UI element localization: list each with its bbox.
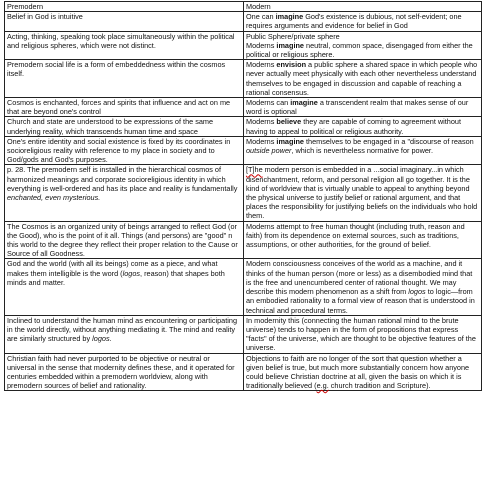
header-row (5, 2, 482, 12)
italic-term: logos (92, 334, 110, 344)
table-row (5, 98, 482, 117)
italic-term: enchanted, even mysterious. (7, 193, 101, 203)
modern-cell: Moderns attempt to free human thought (including truth, reason and faith) from its dependence on external sources, such as traditions, assumptions, or other authorities, for the ground of belief. (244, 221, 482, 259)
underlined-term: [T]he (246, 165, 263, 175)
italic-term: logos (122, 268, 141, 278)
italic-term: outside power (246, 146, 292, 156)
premodern-cell: Church and state are understood to be expressions of the same underlying reality, which transcends human time and space (5, 117, 244, 136)
table-row (5, 259, 482, 315)
comparison-table (4, 1, 482, 391)
modern-cell: Moderns believe they are capable of coming to agreement without having to appeal to political or religious authority. (244, 117, 482, 136)
premodern-cell: One's entire identity and social existence is fixed by its coordinates in socioreligious reality with reference to my place in society and to God/gods and God's purposes. (5, 136, 244, 165)
emphasis-term: imagine (276, 136, 304, 146)
premodern-cell: Premodern social life is a form of embeddedness within the cosmos itself. (5, 60, 244, 98)
modern-cell: One can imagine God's existence is dubious, not self-evident; one requires arguments and evidence for belief in God (244, 12, 482, 31)
modern-cell: Moderns can imagine a transcendent realm that makes sense of our word is optional (244, 98, 482, 117)
table-row (5, 315, 482, 353)
table-row (5, 353, 482, 391)
modern-cell: Objections to faith are no longer of the sort that question whether a given belief is true, but much more substantially concern how anyone could believe Christian doctrine at all, given the basis on which it is traditionally believed (e.g. church tradition and Scripture). (244, 353, 482, 391)
modern-cell: [T]he modern person is embedded in a ...social imaginary...in which disenchantment, reform, and personal religion all go together. It is the kind of worldview that is virtually unable to appeal to anything beyond the physical universe to justify belief or rational argument, and that places the responsibility for justifying beliefs on the individuals who hold them. (244, 165, 482, 221)
emphasis-term: believe (276, 117, 302, 127)
header-premodern: Premodern (5, 2, 244, 12)
emphasis-term: envision (276, 60, 307, 70)
premodern-cell: p. 28. The premodern self is installed in the hierarchical cosmos of harmonized meanings and corporate socioreligious identity in which everything is well-ordered and has its place and reality is fundamentally enchanted, even mysterious. (5, 165, 244, 221)
premodern-cell: Inclined to understand the human mind as encountering or participating in the world directly, without anything mediating it. The mind and reality are similarly structured by logos. (5, 315, 244, 353)
modern-cell: Moderns imagine themselves to be engaged in a "discourse of reason outside power, which is nevertheless normative for power. (244, 136, 482, 165)
modern-cell: Moderns envision a public sphere a shared space in which people who never actually meet physically with each other nevertheless understand themselves to be engaged in discussion and capable of reaching a rational consensus. (244, 60, 482, 98)
premodern-cell: Acting, thinking, speaking took place simultaneously within the political and religious spheres, which were not distinct. (5, 31, 244, 60)
table-row (5, 60, 482, 98)
underlined-term: e.g. (316, 381, 329, 391)
modern-cell: Public Sphere/private sphere Moderns imagine neutral, common space, disengaged from either the political or religious sphere. (244, 31, 482, 60)
table-row (5, 117, 482, 136)
table-row (5, 221, 482, 259)
modern-cell: In modernity this (connecting the human rational mind to the brute universe) tends to happen in the form of propositions that express "facts" of the universe, which are thought to be objective features of the universe. (244, 315, 482, 353)
table-row (5, 136, 482, 165)
modern-cell: Modern consciousness conceives of the world as a machine, and it thinks of the human person (more or less) as a disembodied mind that is the free and unencumbered center of rational thought. We may describe this modern phenomenon as a shift from logos to logic—from an embodied rationality to a formal view of reason that is understood in technical and procedural terms. (244, 259, 482, 315)
premodern-cell: Christian faith had never purported to be objective or neutral or universal in the sense that modernity defines these, and it operated for centuries embedded within a premodern worldview, along with premodern sources of belief and rationality. (5, 353, 244, 391)
premodern-cell: The Cosmos is an organized unity of beings arranged to reflect God (or the Good), who is the point of it all. Things (and persons) are "good" n this world to the degree they reflect their proper relation to the Cause or Source of all Goodness. (5, 221, 244, 259)
table-row (5, 12, 482, 31)
header-modern: Modern (244, 2, 482, 12)
emphasis-term: imagine (290, 98, 318, 108)
premodern-cell: Cosmos is enchanted, forces and spirits that influence and act on me that are beyond one's control (5, 98, 244, 117)
italic-term: logos (408, 287, 426, 297)
premodern-cell: Belief in God is intuitive (5, 12, 244, 31)
emphasis-term: imagine (276, 40, 304, 50)
table-row (5, 165, 482, 221)
table-row (5, 31, 482, 60)
premodern-cell: God and the world (with all its beings) come as a piece, and what makes them intelligible is the word (logos, reason) that shapes both minds and matter. (5, 259, 244, 315)
emphasis-term: imagine (275, 12, 304, 22)
